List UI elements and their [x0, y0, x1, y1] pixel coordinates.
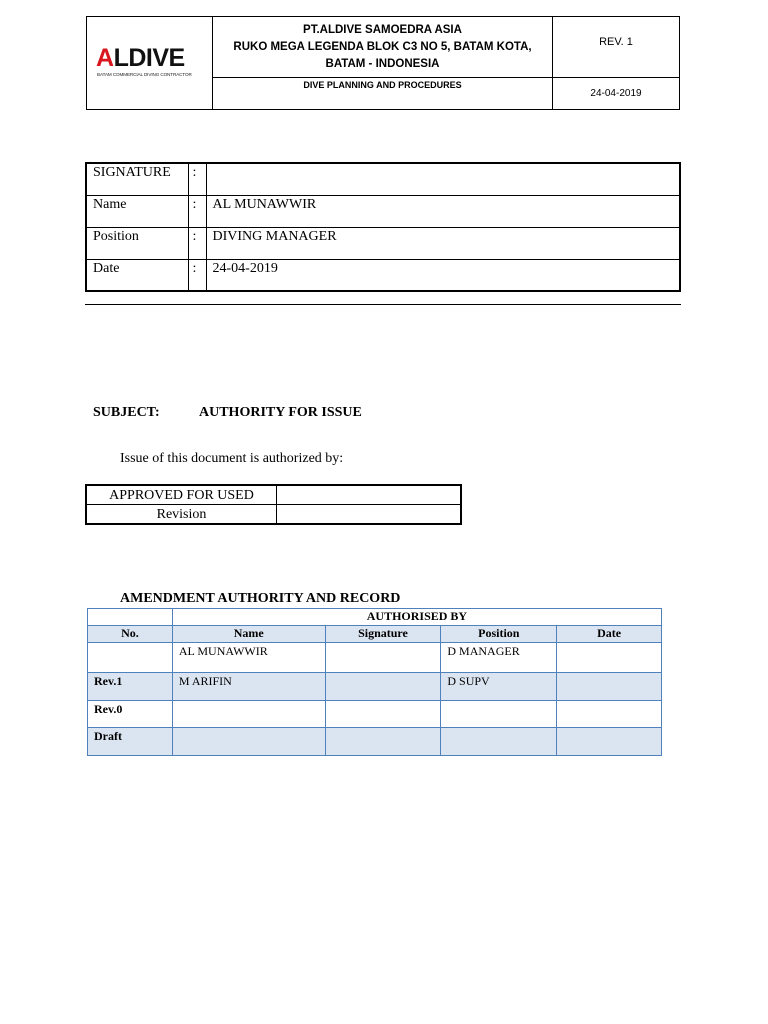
row-date	[557, 673, 662, 701]
table-row	[88, 643, 662, 673]
logo-cell	[87, 17, 213, 109]
colon: :	[188, 227, 206, 259]
document-header	[86, 16, 680, 110]
subject-line	[93, 405, 362, 421]
row-position	[441, 701, 557, 728]
revision-row	[86, 505, 461, 525]
signature-table	[85, 162, 681, 292]
subject-value: AUTHORITY FOR ISSUE	[199, 405, 362, 420]
column-header: Signature	[325, 626, 441, 643]
position-value: DIVING MANAGER	[206, 227, 680, 259]
empty-cell	[88, 609, 173, 626]
column-header: Name	[172, 626, 325, 643]
row-position	[441, 728, 557, 756]
row-signature	[325, 701, 441, 728]
amendment-title: AMENDMENT AUTHORITY AND RECORD	[120, 591, 401, 606]
amendment-table	[87, 608, 662, 756]
company-address-line: RUKO MEGA LEGENDA BLOK C3 NO 5, BATAM KOTA,	[233, 41, 532, 53]
company-logo	[96, 44, 185, 73]
signature-label: SIGNATURE	[86, 163, 188, 195]
row-signature	[325, 673, 441, 701]
position-row	[86, 227, 680, 259]
row-no	[88, 643, 173, 673]
revision-row-label: Revision	[86, 505, 277, 525]
date-row	[86, 259, 680, 291]
table-row	[88, 673, 662, 701]
row-no: Rev.1	[88, 673, 173, 701]
issue-statement: Issue of this document is authorized by:	[120, 451, 344, 466]
row-name: M ARIFIN	[172, 673, 325, 701]
name-value: AL MUNAWWIR	[206, 195, 680, 227]
revision-label: REV. 1	[553, 17, 679, 78]
company-address-city: BATAM - INDONESIA	[325, 58, 440, 70]
approved-row	[86, 485, 461, 505]
column-header: Position	[441, 626, 557, 643]
header-date: 24-04-2019	[590, 88, 642, 99]
company-name: PT.ALDIVE SAMOEDRA ASIA	[303, 24, 462, 36]
row-position: D SUPV	[441, 673, 557, 701]
authorised-by-row	[88, 609, 662, 626]
approved-label: APPROVED FOR USED	[86, 485, 277, 505]
table-row	[88, 728, 662, 756]
row-no: Rev.0	[88, 701, 173, 728]
name-row	[86, 195, 680, 227]
logo-rest: LDIVE	[113, 44, 185, 72]
name-label: Name	[86, 195, 188, 227]
company-info	[213, 17, 553, 78]
subject-label: SUBJECT:	[93, 405, 160, 420]
row-date	[557, 701, 662, 728]
table-row	[88, 701, 662, 728]
row-name: AL MUNAWWIR	[172, 643, 325, 673]
date-value: 24-04-2019	[206, 259, 680, 291]
logo-accent-letter: A	[96, 44, 114, 72]
row-name	[172, 728, 325, 756]
logo-tagline: BATAM COMMERCIAL DIVING CONTRACTOR	[97, 72, 192, 77]
row-date	[557, 643, 662, 673]
colon: :	[188, 163, 206, 195]
row-position: D MANAGER	[441, 643, 557, 673]
column-header: Date	[557, 626, 662, 643]
signature-value	[206, 163, 680, 195]
row-no: Draft	[88, 728, 173, 756]
signature-table-underline	[85, 304, 681, 305]
approved-value	[277, 485, 462, 505]
row-date	[557, 728, 662, 756]
approval-table	[85, 484, 462, 525]
column-header: No.	[88, 626, 173, 643]
colon: :	[188, 259, 206, 291]
column-header-row	[88, 626, 662, 643]
row-signature	[325, 728, 441, 756]
revision-row-value	[277, 505, 462, 525]
position-label: Position	[86, 227, 188, 259]
authorised-by-header: AUTHORISED BY	[172, 609, 661, 626]
signature-row	[86, 163, 680, 195]
date-label: Date	[86, 259, 188, 291]
row-name	[172, 701, 325, 728]
row-signature	[325, 643, 441, 673]
document-subtitle: DIVE PLANNING AND PROCEDURES	[213, 78, 553, 109]
colon: :	[188, 195, 206, 227]
